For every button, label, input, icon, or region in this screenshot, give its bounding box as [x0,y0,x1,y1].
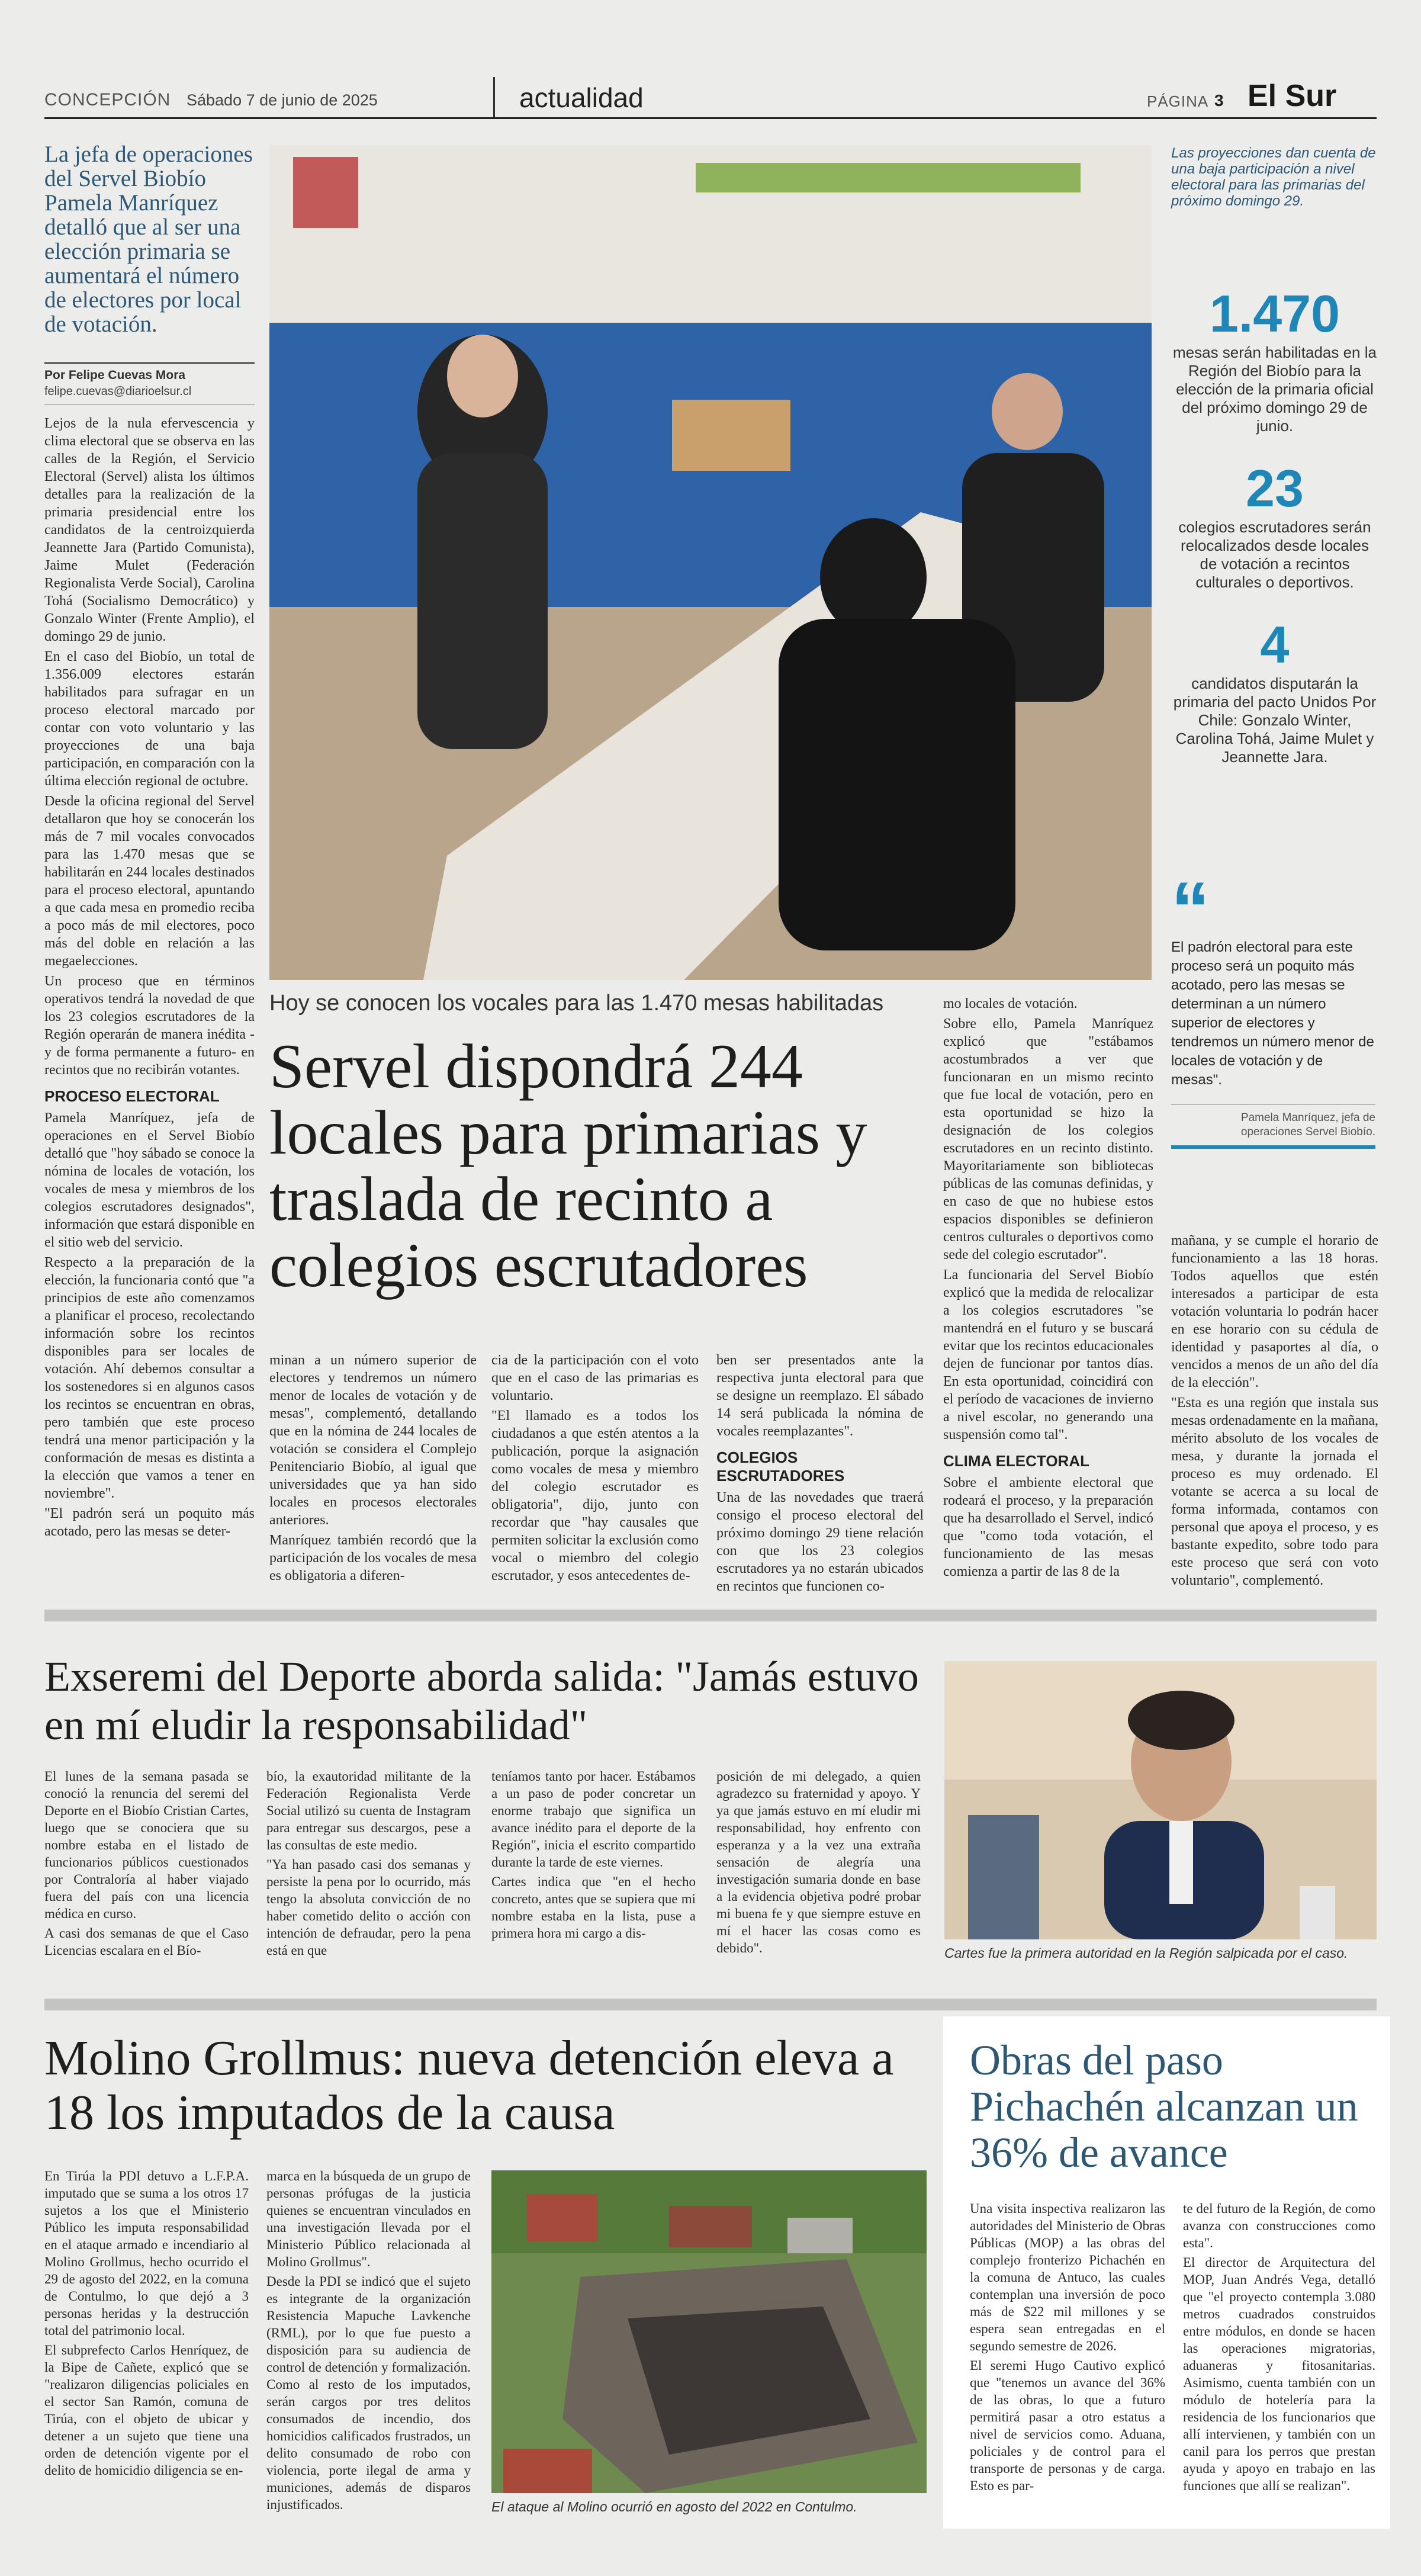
paragraph: Desde la oficina regional del Servel detallaron que hoy se conocerán los más de 7 mil vocales convocados para las 1.470 mesas que se habilitarán en 244 locales destinados para el proceso electoral, apuntando a que cada mesa en promedio reciba a poco más de mil electores, poco más del doble en relación a las megaelecciones. [44,794,255,969]
story2-photo-caption: Cartes fue la primera autoridad en la Región salpicada por el caso. [944,1945,1348,1961]
story1-deck: La jefa de operaciones del Servel Biobío Pamela Manríquez detalló que al ser una elección primaria se aumentará el número de electores por local de votación. [44,142,253,337]
paragraph: bío, la exautoridad militante de la Federación Regionalista Verde Social utilizó su cuenta de Instagram para entregar sus descargos, pese a las consultas de este medio. [266,1769,471,1852]
story4-headline: Obras del paso Pichachén alcanzan un 36% de avance [970,2037,1358,2176]
paragraph: ben ser presentados ante la respectiva junta electoral para que se designe un reemplazo. El sábado 14 será publicada la nómina de vocales reemplazantes". [716,1353,924,1439]
paragraph: Una de las novedades que traerá consigo el proceso electoral del próximo domingo 29 tiene relación con que los 23 colegios escrutadores ya no estarán ubicados en recintos que funcionen co- [716,1490,924,1594]
quote-underline [1171,1145,1375,1149]
stat-number: 23 [1246,459,1304,518]
story1-column-5 [943,995,1153,1583]
story2-column-4 [716,1768,921,1959]
paragraph: "Esta es una región que instala sus mesas ordenadamente en la mañana, mérito absoluto de los vocales de mesa, y durante la jornada el proceso es muy ordenado. El votante se acerca a su local de forma informada, contamos con personal que apoya el proceso, y es bastante expedito, sobre todo para este proceso que será con voto voluntario", complementó. [1171,1395,1378,1588]
header-section: actualidad [519,82,644,113]
story4-box [943,2016,1390,2529]
story2-column-3 [491,1768,696,1944]
header-city: CONCEPCIÓN [44,90,171,110]
story4-column-2 [1183,2200,1375,2497]
story1-column-4 [716,1351,924,1598]
story2-column-1 [44,1768,249,1961]
paragraph: El lunes de la semana pasada se conoció la renuncia del seremi del Deporte en el Biobío Cristian Cartes, luego que se conociera que su nombre estaba en el listado de funcionarios públicos cuestionados por Contraloría al haber viajado fuera del país con una licencia médica en curso. [44,1769,249,1921]
header-page-label: PÁGINA [1147,92,1209,110]
paragraph: mo locales de votación. [943,996,1078,1011]
story3-column-1 [44,2167,249,2481]
paragraph: Desde la PDI se indicó que el sujeto es integrante de la organización Resistencia Mapuche Lavkenche (RML), por lo que fue puesto a disposición para su audiencia de control de detención y formalización. Como al resto de los imputados, serán cargos por tres delitos consumados de incendio, dos homicidios calificados frustrados, un delito consumado de robo con violencia, porte ilegal de arma y municiones, además de disparos injustificados. [266,2274,471,2512]
story2-headline: Exseremi del Deporte aborda salida: "Jamás estuvo en mí eludir la responsabilidad" [44,1653,919,1749]
paragraph: "El llamado es a todos los ciudadanos a que estén atentos a la publicación, porque la asignación como vocales de mesa y miembro del colegio escrutador es obligatoria", dijo, junto con recordar que "hay causales que permiten solicitar la exclusión como vocal o miembro del colegio escrutador, y esos antecedentes de- [491,1408,699,1583]
paragraph: Cartes indica que "en el hecho concreto, antes que se supiera que mi nombre estaba en la lista, puse a primera hora mi cargo a dis- [491,1874,696,1941]
paragraph: En el caso del Biobío, un total de 1.356.009 electores estarán habilitados para sufragar en un proceso electoral marcado por contar con voto voluntario y las proyecciones de una baja participación, en comparación con la última elección regional de octubre. [44,649,255,789]
story1-email: felipe.cuevas@diarioelsur.cl [44,385,192,398]
paragraph: cia de la participación con el voto que en el caso de las primarias es voluntario. [491,1353,699,1403]
quote-mark-icon: “ [1171,866,1210,952]
paragraph: El subprefecto Carlos Henríquez, de la Bipe de Cañete, explicó que se "realizaron diligencias policiales en el sector San Ramón, comuna de Tirúa, con el objeto de ubicar y detener a un sujeto que tiene una orden de detención vigente por el delito de homicidio diligencia se en- [44,2343,249,2478]
header-page-number: 3 [1214,91,1224,110]
paragraph: Respecto a la preparación de la elección, la funcionaria contó que "a principios de este año comenzamos a planificar el proceso, recolectando información sobre los recintos disponibles para ser locales de votación. Ahí debemos consultar a los sostenedores si en algunos casos los recintos se encuentran en obras, pero también que este proceso tendrá una menor participación y la conformación de mesas es distinta a la elección que vamos a tener en noviembre". [44,1255,255,1501]
section-divider [44,1610,1377,1621]
deck-rule [44,362,255,364]
paragraph: posición de mi delegado, a quien agradezco su fraternidad y apoyo. Y ya que jamás estuvo en mí eludir mi responsabilidad, hoy enfrento con esperanza y a la vez una extraña sensación de alegría una investigación sumaria donde en base a la evidencia objetiva podré probar mi buena fe y que siempre estuve en mí el hacer las cosas como es debido". [716,1769,921,1955]
story1-column-6 [1171,1232,1378,1592]
header-divider [493,77,495,118]
newspaper-logo: El Sur [1248,79,1337,113]
paragraph: A casi dos semanas de que el Caso Licencias escalara en el Bío- [44,1926,249,1958]
paragraph: Sobre el ambiente electoral que rodeará el proceso, y la preparación que ha desarrollado el Servel, indicó que "como toda votación, el funcionamiento de las mesas comienza a partir de las 8 de la [943,1475,1153,1579]
paragraph: Una visita inspectiva realizaron las autoridades del Ministerio de Obras Públicas (MOP) a las obras del complejo fronterizo Pichachén en la comuna de Antuco, las cuales contemplan una inversión de poco más de $22 mil millones y se espera sean entregadas en el segundo semestre de 2026. [970,2201,1165,2353]
story1-column-1 [44,415,255,1543]
story1-photo-caption: Las proyecciones dan cuenta de una baja participación a nivel electoral para las primarias del próximo domingo 29. [1171,145,1376,209]
subheading: CLIMA ELECTORAL [943,1452,1089,1470]
paragraph: Un proceso que en términos operativos tendrá la novedad de que los 23 colegios escrutadores de la Región operarán de manera inédita -y de forma permanente a futuro- en recintos que no recibirán votantes. [44,974,255,1078]
header-date: Sábado 7 de junio de 2025 [187,91,378,109]
story1-byline: Por Felipe Cuevas Mora [44,368,186,382]
paragraph: minan a un número superior de electores y tendremos un número menor de locales de votación y de mesas", complementó, detallando que en la nómina de 244 locales de votación se considera el Complejo Penitenciario Biobío, al igual que universidades que ya han sido locales en procesos electorales anteriores. [269,1353,477,1528]
paragraph: En Tirúa la PDI detuvo a L.F.P.A. imputado que se suma a los otros 17 sujetos a los que el Ministerio Público les imputa responsabilidad en el ataque armado e incendiario al Molino Grollmus, hecho ocurrido el 29 de agosto del 2022, en la comuna de Contulmo, lo que dejó a 3 personas heridas y la destrucción total del patrimonio local. [44,2169,249,2338]
story3-headline: Molino Grollmus: nueva detención eleva a 18 los imputados de la causa [44,2031,894,2140]
paragraph: Lejos de la nula efervescencia y clima electoral que se observa en las calles de la Región, el Servicio Electoral (Servel) alista los últimos detalles para la realización de la primaria presidencial entre los candidatos de la centroizquierda Jeannette Jara (Partido Comunista), Jaime Mulet (Federación Regionalista Verde Social), Carolina Tohá (Socialismo Democrático) y Gonzalo Winter (Frente Amplio), el domingo 29 de junio. [44,416,255,644]
story3-photo-caption: El ataque al Molino ocurrió en agosto del 2022 en Contulmo. [491,2499,857,2514]
paragraph: mañana, y se cumple el horario de funcionamiento a las 18 horas. Todos aquellos que estén interesados a participar de esta votación voluntaria lo podrán hacer en ese horario con su cédula de identidad y pasaportes al día, o vencidos a menos de un año del día de la elección". [1171,1233,1378,1390]
stat-text: candidatos disputarán la primaria del pacto Unidos Por Chile: Gonzalo Winter, Carolina Tohá, Jaime Mulet y Jeannette Jara. [1173,674,1377,766]
quote-box [1171,866,1375,1149]
pull-quote: El padrón electoral para este proceso será un poquito más acotado, pero las mesas se determinan a un número superior de electores y tendremos un número menor de locales de votación y de mesas". [1171,939,1374,1088]
header-rule [44,117,1377,119]
story2-column-2 [266,1768,471,1961]
stat-text: mesas serán habilitadas en la Región del Biobío para la elección de la primaria oficial del próximo domingo 29 de junio. [1173,343,1377,435]
story3-column-2 [266,2167,471,2516]
paragraph: El seremi Hugo Cautivo explicó que "tenemos un avance del 36% de las obras, lo que a futuro permitirá pasar a otro estatus a nivel de servicios como. Aduana, policiales y de control para el transporte de personas y de carga. Esto es par- [970,2358,1165,2493]
story2-photo [944,1661,1377,1939]
story1-column-2 [269,1351,477,1587]
story4-column-1 [970,2200,1165,2497]
paragraph: marca en la búsqueda de un grupo de personas prófugas de la justicia quienes se encuentran vinculados en una investigación llevada por el Ministerio Público relacionada al Molino Grollmus". [266,2169,471,2269]
paragraph: teníamos tanto por hacer. Estábamos a un paso de poder concretar un enorme trabajo que significa un avance inédito para el deporte de la Región", inicia el escrito compartido durante la tarde de este viernes. [491,1769,696,1870]
story1-kicker: Hoy se conocen los vocales para las 1.470 mesas habilitadas [269,991,884,1016]
stat-text: colegios escrutadores serán relocalizados desde locales de votación a recintos culturales o deportivos. [1178,518,1371,591]
stats-box [1171,284,1378,766]
subheading: COLEGIOS ESCRUTADORES [716,1448,845,1485]
paragraph: "Ya han pasado casi dos semanas y persiste la pena por lo ocurrido, más tengo la absoluta convicción de no haber cometido delito o acción con intención de defraudar, pero la pena está en que [266,1857,471,1958]
paragraph: te del futuro de la Región, de como avanza con construcciones como esta". [1183,2201,1375,2250]
quote-rule [1171,1104,1375,1105]
paragraph: "El padrón será un poquito más acotado, pero las mesas se deter- [44,1506,255,1539]
story1-headline: Servel dispondrá 244 locales para primarias y traslada de recinto a colegios escrutadores [269,1032,867,1300]
paragraph: Pamela Manríquez, jefa de operaciones en el Servel Biobío detalló que "hoy sábado se conoce la nómina de locales de votación, los vocales de mesa y miembros de los colegios escrutadores designados", información que estará disponible en el sitio web del servicio. [44,1110,255,1250]
section-divider [44,1999,1377,2010]
page-header [44,77,1377,118]
paragraph: El director de Arquitectura del MOP, Juan Andrés Vega, detalló que "el proyecto contempla 3.080 metros cuadrados construidos entre módulos, en donde se hacen las operaciones migratorias, aduaneras y fitosanitarias. Asimismo, cuenta también con un módulo de hotelería para la residencia de los funcionarios que allí intervienen, y también con un canil para los perros que prestan ayuda y apoyo en trabajo en las funciones que allí se realizan". [1183,2255,1375,2493]
paragraph: Sobre ello, Pamela Manríquez explicó que "estábamos acostumbrados a ver que funcionaran en un mismo recinto que fue local de votación, pero en esta oportunidad se hizo la designación de los colegios escrutadores en un recinto distinto. Mayoritariamente son bibliotecas públicas de las comunas definidas, y en caso de que no hubiese estos espacios disponibles se definieron centros culturales o deportivos como sede del colegio escrutador". [943,1016,1153,1263]
stat-number: 1.470 [1209,284,1340,343]
story3-photo [491,2170,927,2493]
quote-attribution: Pamela Manríquez, jefa de operaciones Servel Biobío. [1240,1112,1375,1138]
paragraph: La funcionaria del Servel Biobío explicó que la medida de relocalizar a los colegios escrutadores "se mantendrá en el futuro y se buscará evitar que los recintos educacionales dejen de funcionar por tantos días. En esta oportunidad, coincidirá con el período de vacaciones de invierno a nivel escolar, no generando una suspensión como tal". [943,1267,1153,1443]
subheading: PROCESO ELECTORAL [44,1087,220,1105]
story1-photo [269,145,1152,980]
story1-column-3 [491,1351,699,1587]
paragraph: Manríquez también recordó que la participación de los vocales de mesa es obligatoria a diferen- [269,1533,477,1583]
stat-number: 4 [1260,615,1290,674]
byline-rule [44,404,255,405]
